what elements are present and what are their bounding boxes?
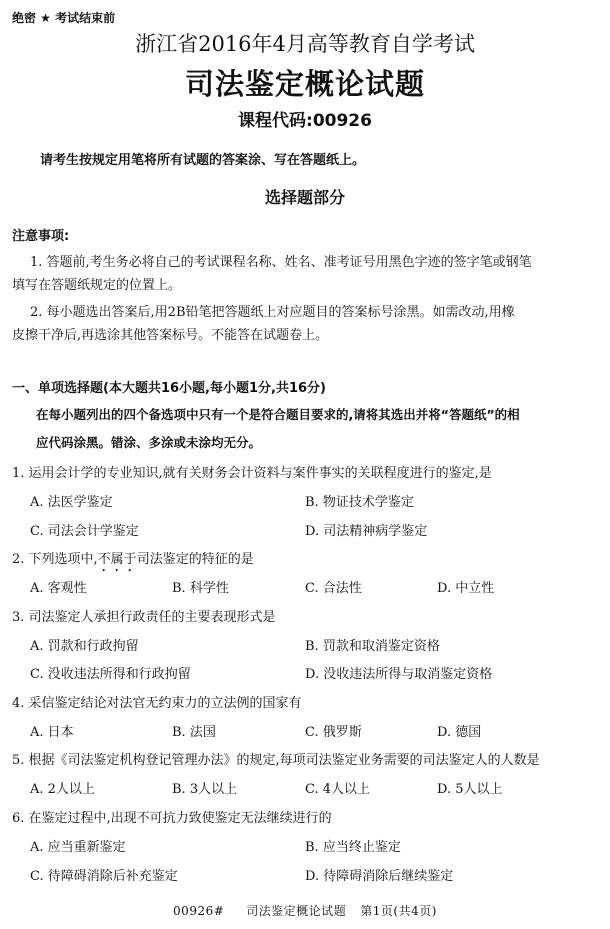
question-3-stem: 3. 司法鉴定人承担行政责任的主要表现形式是 bbox=[12, 610, 276, 625]
answer-instruction: 请考生按规定用笔将所有试题的答案涂、写在答题纸上。 bbox=[40, 153, 366, 168]
question-6-option-a: A. 应当重新鉴定 bbox=[30, 840, 126, 855]
question-1-option-c: C. 司法会计学鉴定 bbox=[30, 524, 139, 539]
question-1-option-d: D. 司法精神病学鉴定 bbox=[305, 524, 428, 539]
question-5-option-c: C. 4人以上 bbox=[305, 782, 371, 797]
question-6-option-c: C. 待障碍消除后补充鉴定 bbox=[30, 869, 178, 884]
question-6-option-d: D. 待障碍消除后继续鉴定 bbox=[305, 869, 454, 884]
secret-mark: 绝密 ★ 考试结束前 bbox=[12, 11, 116, 25]
note-2-line-2: 皮擦干净后,再选涂其他答案标号。不能答在试题卷上。 bbox=[12, 328, 329, 343]
question-1-option-b: B. 物证技术学鉴定 bbox=[305, 495, 414, 510]
footer-title: 司法鉴定概论试题 bbox=[246, 904, 347, 918]
question-3-option-c: C. 没收违法所得和行政拘留 bbox=[30, 667, 191, 682]
section-title: 选择题部分 bbox=[264, 188, 345, 207]
question-2-stem-pre: 2. 下列选项中, bbox=[12, 552, 98, 567]
question-4-option-d: D. 德国 bbox=[437, 725, 482, 740]
question-1-stem: 1. 运用会计学的专业知识,就有关财务会计资料与案件事实的关联程度进行的鉴定,是 bbox=[12, 466, 492, 481]
question-2-stem-emphasis: 不属于 bbox=[97, 552, 137, 567]
part1-desc-line-2: 应代码涂黑。错涂、多涂或未涂均无分。 bbox=[36, 435, 262, 450]
exam-title: 浙江省2016年4月高等教育自学考试 bbox=[135, 32, 475, 56]
part1-heading: 一、单项选择题(本大题共16小题,每小题1分,共16分) bbox=[12, 381, 326, 396]
question-4-stem: 4. 采信鉴定结论对法官无约束力的立法例的国家有 bbox=[12, 696, 302, 711]
question-5-stem: 5. 根据《司法鉴定机构登记管理办法》的规定,每项司法鉴定业务需要的司法鉴定人的人数是 bbox=[12, 753, 540, 768]
notes-heading: 注意事项: bbox=[12, 229, 70, 244]
question-5-option-b: B. 3人以上 bbox=[172, 782, 238, 797]
note-1-line-1: 1. 答题前,考生务必将自己的考试课程名称、姓名、准考证号用黑色字迹的签字笔或钢笔 bbox=[30, 255, 532, 270]
question-2-option-a: A. 客观性 bbox=[30, 581, 87, 596]
question-2-stem bbox=[12, 548, 254, 575]
question-5-option-d: D. 5人以上 bbox=[437, 782, 503, 797]
question-3-option-b: B. 罚款和取消鉴定资格 bbox=[305, 639, 440, 654]
part1-desc-line-1: 在每小题列出的四个备选项中只有一个是符合题目要求的,请将其选出并将“答题纸”的相 bbox=[36, 407, 520, 422]
note-2-line-1: 2. 每小题选出答案后,用2B铅笔把答题纸上对应题目的答案标号涂黑。如需改动,用橡 bbox=[30, 305, 515, 320]
question-6-option-b: B. 应当终止鉴定 bbox=[305, 840, 401, 855]
question-2-stem-post: 司法鉴定的特征的是 bbox=[136, 552, 254, 567]
question-4-option-c: C. 俄罗斯 bbox=[305, 725, 362, 740]
footer-page: 第1页(共4页) bbox=[360, 904, 437, 918]
question-2-option-c: C. 合法性 bbox=[305, 581, 362, 596]
question-2-option-b: B. 科学性 bbox=[172, 581, 229, 596]
course-code: 课程代码:00926 bbox=[238, 111, 372, 131]
question-4-option-a: A. 日本 bbox=[30, 725, 74, 740]
question-6-stem: 6. 在鉴定过程中,出现不可抗力致使鉴定无法继续进行的 bbox=[12, 811, 332, 826]
subject-title: 司法鉴定概论试题 bbox=[184, 67, 425, 101]
question-2-option-d: D. 中立性 bbox=[437, 581, 495, 596]
question-5-option-a: A. 2人以上 bbox=[30, 782, 95, 797]
note-1-line-2: 填写在答题纸规定的位置上。 bbox=[12, 278, 182, 293]
question-3-option-d: D. 没收违法所得与取消鉴定资格 bbox=[305, 667, 493, 682]
footer-code: 00926# bbox=[173, 904, 225, 918]
question-4-option-b: B. 法国 bbox=[172, 725, 216, 740]
page-footer bbox=[0, 902, 610, 919]
question-3-option-a: A. 罚款和行政拘留 bbox=[30, 639, 139, 654]
question-1-option-a: A. 法医学鉴定 bbox=[30, 495, 113, 510]
